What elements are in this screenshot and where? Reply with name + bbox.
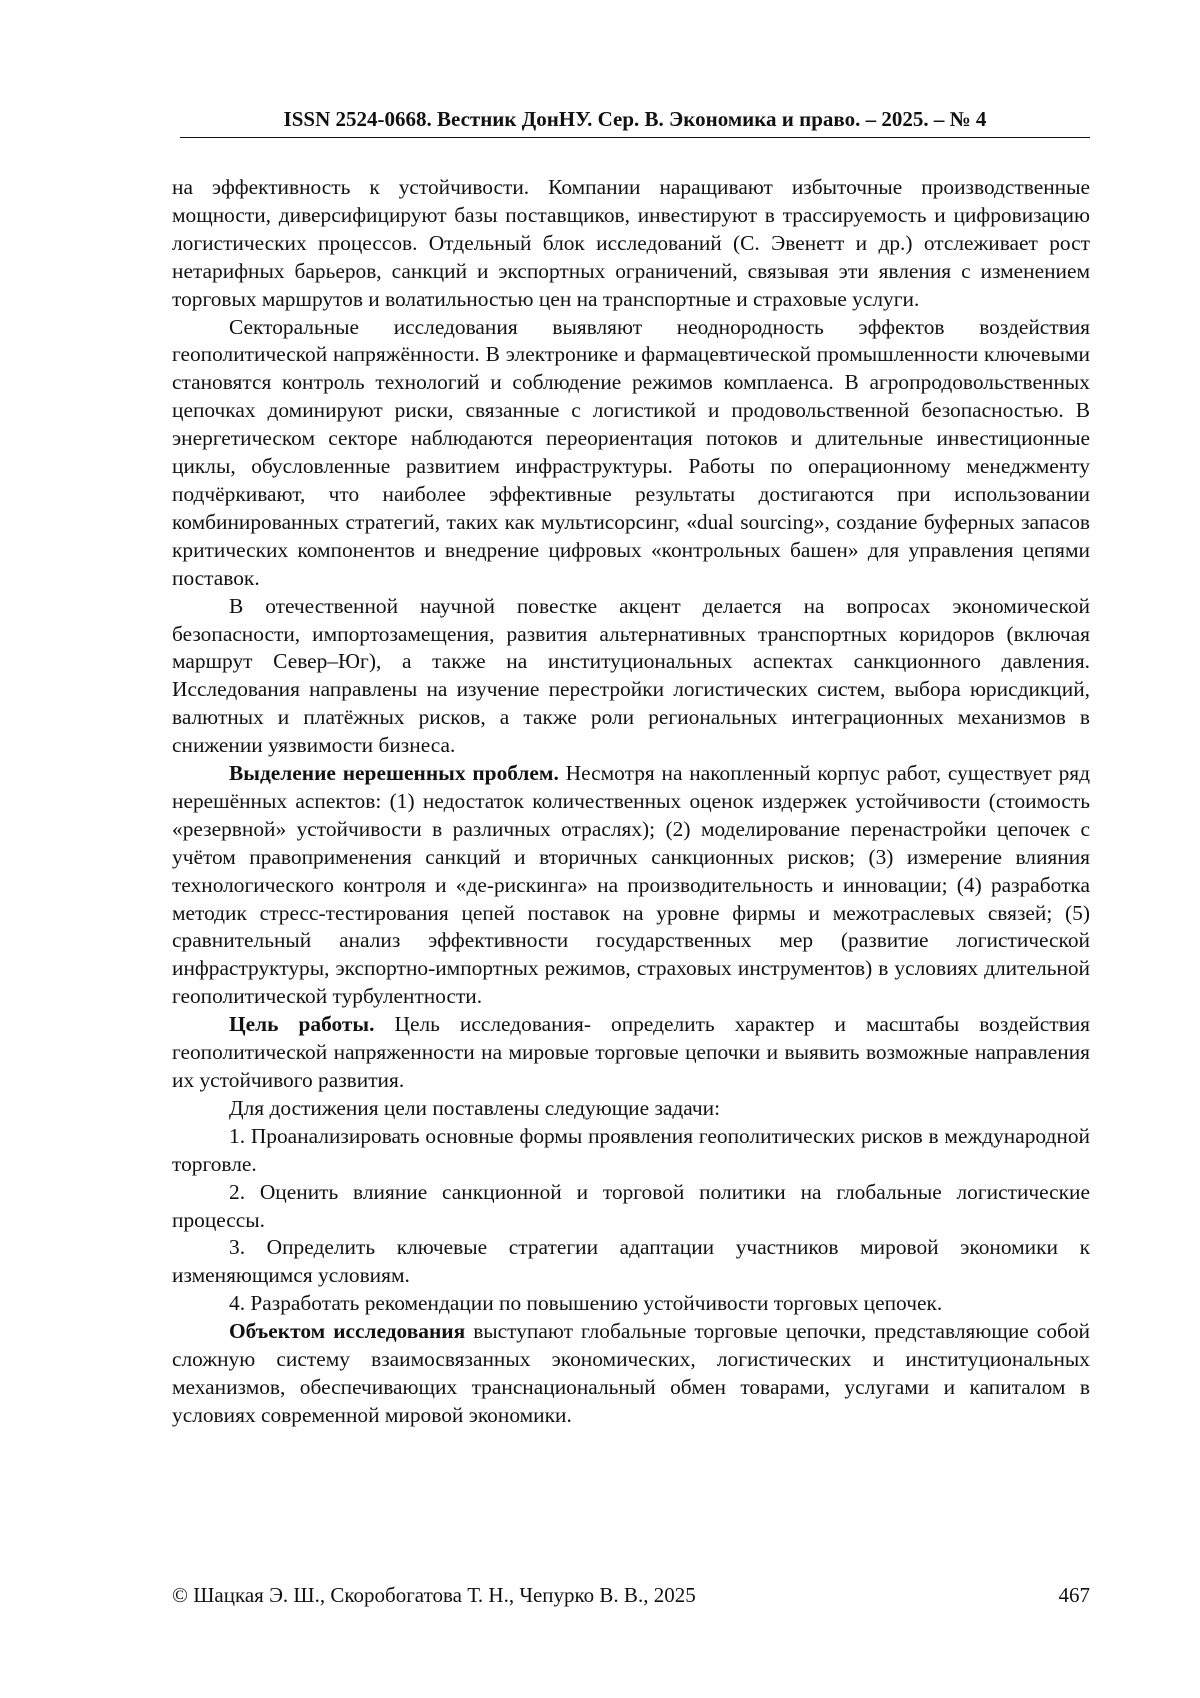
body-text xyxy=(172,174,1090,1430)
running-header: ISSN 2524-0668. Вестник ДонНУ. Сер. В. Экономика и право. – 2025. – № 4 xyxy=(180,106,1090,138)
paragraph-research-object xyxy=(172,1318,1090,1430)
unsolved-problems-text: Несмотря на накопленный корпус работ, существует ряд нерешённых аспектов: (1) недостаток количественных оценок издержек устойчивости (стоимость «резервной» устойчивости в различных отраслях); (2) моделирование перенастройки цепочек с учётом правоприменения санкций и вторичных санкционных рисков; (3) измерение влияния технологического контроля и «де-рискинга» на производительность и инновации; (4) разработка методик стресс-тестирования цепей поставок на уровне фирмы и межотраслевых связей; (5) сравнительный анализ эффективности государственных мер (развитие логистической инфраструктуры, экспортно-импортных режимов, страховых инструментов) в условиях длительной геополитической турбулентности. xyxy=(172,761,1091,1009)
page-number: 467 xyxy=(1058,1583,1090,1607)
heading-goal: Цель работы. xyxy=(229,1012,375,1037)
paragraph-tasks-intro: Для достижения цели поставлены следующие задачи: xyxy=(229,1095,721,1120)
paragraph-domestic-agenda: В отечественной научной повестке акцент делается на вопросах экономической безопасности, импортозамещения, развития альтернативных транспортных коридоров (включая маршрут Север–Юг), а также на институциональных аспектах санкционного давления. Исследования направлены на изучение перестройки логистических систем, выбора юрисдикций, валютных и платёжных рисков, а также роли региональных интеграционных механизмов в снижении уязвимости бизнеса. xyxy=(172,593,1090,758)
task-item-3: 3. Определить ключевые стратегии адаптации участников мировой экономики к изменяющимся условиям. xyxy=(172,1235,1090,1288)
task-item-4: 4. Разработать рекомендации по повышению устойчивости торговых цепочек. xyxy=(229,1291,943,1316)
copyright-notice: © Шацкая Э. Ш., Скоробогатова Т. Н., Чепурко В. В., 2025 xyxy=(172,1583,696,1607)
task-item-2: 2. Оценить влияние санкционной и торговой политики на глобальные логистические процессы. xyxy=(172,1179,1090,1232)
paragraph-continuation: на эффективность к устойчивости. Компании наращивают избыточные производственные мощности, диверсифицируют базы поставщиков, инвестируют в трассируемость и цифровизацию логистических процессов. Отдельный блок исследований (С. Эвенетт и др.) отслеживает рост нетарифных барьеров, санкций и экспортных ограничений, связывая эти явления с изменением торговых маршрутов и волатильностью цен на транспортные и страховые услуги. xyxy=(172,175,1090,311)
paragraph-unsolved-problems xyxy=(172,760,1090,1011)
goal-text: Цель исследования- определить характер и масштабы воздействия геополитической напряженности на мировые торговые цепочки и выявить возможные направления их устойчивого развития. xyxy=(172,1012,1090,1092)
research-object-text: выступают глобальные торговые цепочки, представляющие собой сложную систему взаимосвязанных экономических, логистических и институциональных механизмов, обеспечивающих транснациональный обмен товарами, услугами и капиталом в условиях современной мировой экономики. xyxy=(172,1319,1091,1427)
task-item-1: 1. Проанализировать основные формы проявления геополитических рисков в международной торговле. xyxy=(172,1123,1090,1176)
paragraph-goal xyxy=(172,1011,1090,1095)
paragraph-sectoral-studies: Секторальные исследования выявляют неоднородность эффектов воздействия геополитической напряжённости. В электронике и фармацевтической промышленности ключевыми становятся контроль технологий и соблюдение режимов комплаенса. В агропродовольственных цепочках доминируют риски, связанные с логистикой и продовольственной безопасностью. В энергетическом секторе наблюдаются переориентация потоков и длительные инвестиционные циклы, обусловленные развитием инфраструктуры. Работы по операционному менеджменту подчёркивают, что наиболее эффективные результаты достигаются при использовании комбинированных стратегий, таких как мультисорсинг, «dual sourcing», создание буферных запасов критических компонентов и внедрение цифровых «контрольных башен» для управления цепями поставок. xyxy=(172,314,1090,590)
heading-research-object: Объектом исследования xyxy=(229,1319,466,1344)
heading-unsolved-problems: Выделение нерешенных проблем. xyxy=(229,761,559,786)
